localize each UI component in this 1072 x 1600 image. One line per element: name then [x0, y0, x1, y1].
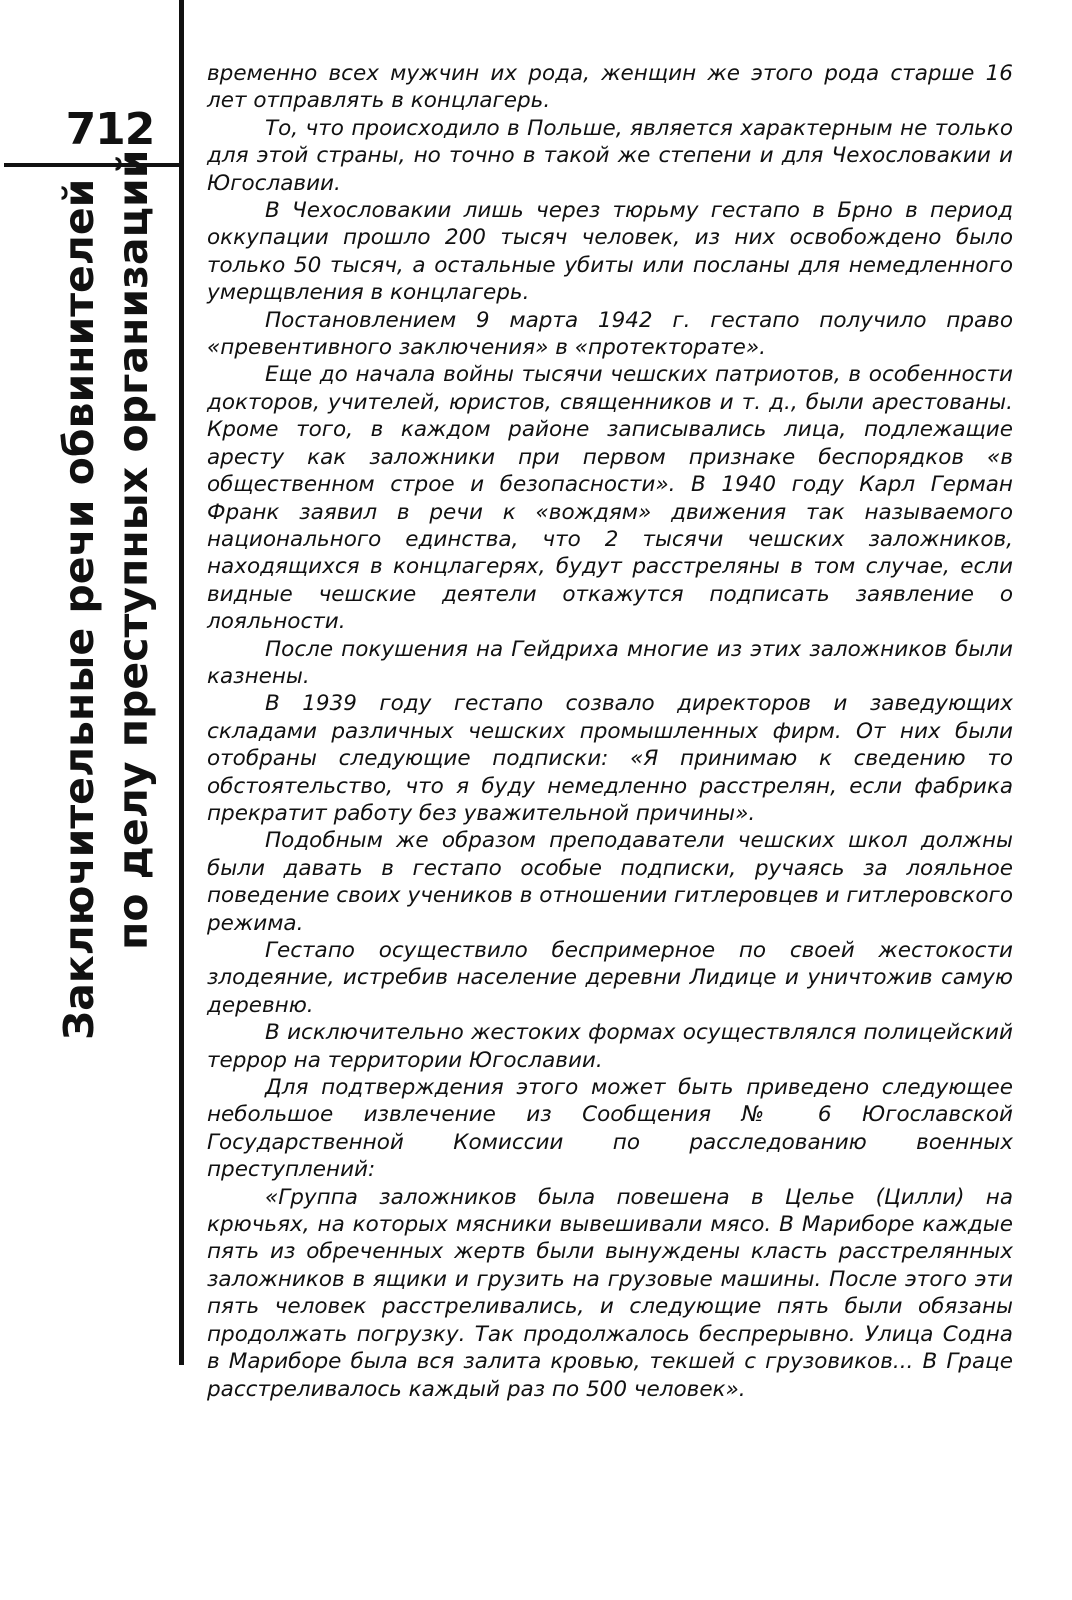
paragraph: В 1939 году гестапо созвало директоров и заведующих складами различных чешских промышленных фирм. От них были отобраны следующие подписки: «Я принимаю к сведению то обстоятельство, что я буду немедленно расстрелян, если фабрика прекратит работу без уважительной причины».: [207, 691, 1013, 826]
running-title: [52, 149, 160, 1040]
paragraph: Для подтверждения этого может быть приведено следующее небольшое извлечение из Сообщения № 6 Югославской Государственной Комиссии по расследованию военных преступлений:: [207, 1075, 1013, 1183]
margin-sidebar: [0, 0, 186, 1600]
body-text: [207, 60, 1013, 1403]
paragraph: После покушения на Гейдриха многие из этих заложников были казнены.: [207, 636, 1013, 689]
quotation-paragraph: «Группа заложников была повешена в Целье (Цилли) на крючьях, на которых мясники вывешивали мясо. В Мариборе каждые пять из обреченных жертв были вынуждены класть расстрелянных заложников в ящики и грузить на грузовые машины. После этого эти пять человек расстреливались, и следующие пять были обязаны продолжать погрузку. Так продолжалось беспрерывно. Улица Содна в Мариборе была вся залита кровью, текшей с грузовиков... В Граце расстреливалось каждый раз по 500 человек».: [207, 1184, 1013, 1402]
running-title-line2: по делу преступных организаций: [109, 149, 157, 950]
paragraph: В исключительно жестоких формах осуществлялся полицейский террор на территории Югославии.: [207, 1020, 1013, 1073]
paragraph: То, что происходило в Польше, является характерным не только для этой страны, но точно в такой же степени и для Чехословакии и Югославии.: [207, 115, 1013, 196]
paragraph: Подобным же образом преподаватели чешских школ должны были давать в гестапо особые подписки, ручаясь за лояльное поведение своих учеников в отношении гитлеровцев и гитлеровского режима.: [207, 828, 1013, 936]
paragraph: Еще до начала войны тысячи чешских патриотов, в особенности докторов, учителей, юристов, священников и т. д., были арестованы. Кроме того, в каждом районе записывались лица, подлежащие аресту как заложники при первом признаке беспорядков «в общественном строе и безопасности». В 1940 году Карл Герман Франк заявил в речи к «вождям» движения так называемого национального единства, что 2 тысячи чешских заложников, находящихся в концлагерях, будут расстреляны в том случае, если видные чешские деятели откажутся подписать заявление о лояльности.: [207, 362, 1013, 635]
vertical-rule: [179, 0, 184, 1365]
paragraph: Постановлением 9 марта 1942 г. гестапо получило право «превентивного заключения» в «протекторате».: [207, 307, 1013, 361]
running-title-line1: Заключительные речи обвинителей: [55, 178, 103, 1040]
paragraph-continuation: временно всех мужчин их рода, женщин же этого рода старше 16 лет отправлять в концлагерь.: [207, 61, 1013, 114]
paragraph: В Чехословакии лишь через тюрьму гестапо в Брно в период оккупации прошло 200 тысяч человек, из них освобождено было только 50 тысяч, а остальные убиты или посланы для немедленного умерщвления в концлагерь.: [207, 198, 1013, 306]
page-number: 712: [65, 104, 155, 155]
paragraph: Гестапо осуществило беспримерное по своей жестокости злодеяние, истребив население деревни Лидице и уничтожив самую деревню.: [207, 938, 1013, 1018]
